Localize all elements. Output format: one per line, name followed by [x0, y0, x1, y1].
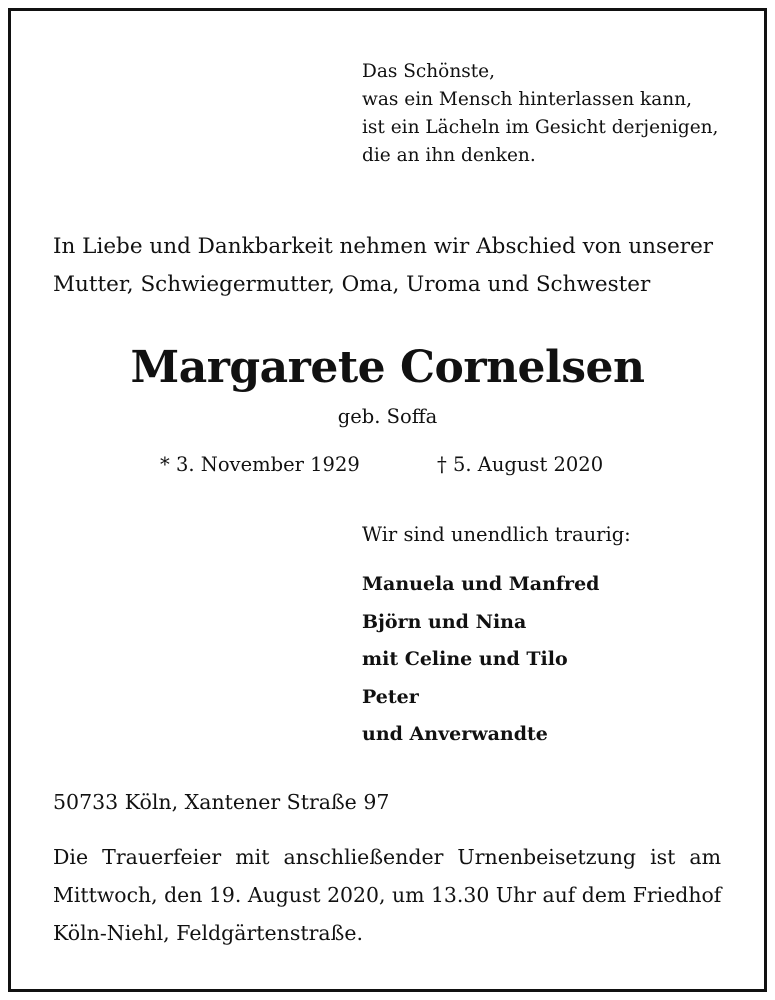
mourner-name: Björn und Nina — [362, 610, 527, 633]
family-address: 50733 Köln, Xantener Straße 97 — [53, 790, 390, 814]
funeral-service-notice — [53, 838, 721, 952]
service-line: Köln-Niehl, Feldgärtenstraße. — [53, 921, 363, 945]
poem-line: ist ein Lächeln im Gesicht derjenigen, — [362, 117, 719, 138]
service-line: Mittwoch, den 19. August 2020, um 13.30 Uhr auf dem Friedhof — [53, 883, 722, 907]
mourners-list — [362, 566, 599, 754]
mourner-name: Peter — [362, 685, 419, 708]
intro-line: Mutter, Schwiegermutter, Oma, Uroma und Schwester — [53, 272, 651, 297]
death-date: † 5. August 2020 — [437, 453, 604, 476]
mourner-name: und Anverwandte — [362, 723, 548, 745]
service-line: Die Trauerfeier mit anschließender Urnenbeisetzung ist am — [53, 845, 722, 869]
intro-line: In Liebe und Dankbarkeit nehmen wir Abschied von unserer — [53, 234, 714, 259]
mourner-name: Manuela und Manfred — [362, 573, 600, 595]
birth-name: geb. Soffa — [337, 405, 438, 428]
poem-line: was ein Mensch hinterlassen kann, — [362, 89, 692, 110]
deceased-name: Margarete Cornelsen — [130, 342, 645, 393]
memorial-poem — [362, 58, 742, 170]
birth-date: * 3. November 1929 — [160, 453, 360, 476]
poem-line: Das Schönste, — [362, 61, 495, 82]
mourner-name: mit Celine und Tilo — [362, 648, 568, 670]
farewell-intro — [53, 228, 743, 304]
mourners-heading: Wir sind unendlich traurig: — [362, 523, 631, 546]
poem-line: die an ihn denken. — [362, 145, 536, 166]
